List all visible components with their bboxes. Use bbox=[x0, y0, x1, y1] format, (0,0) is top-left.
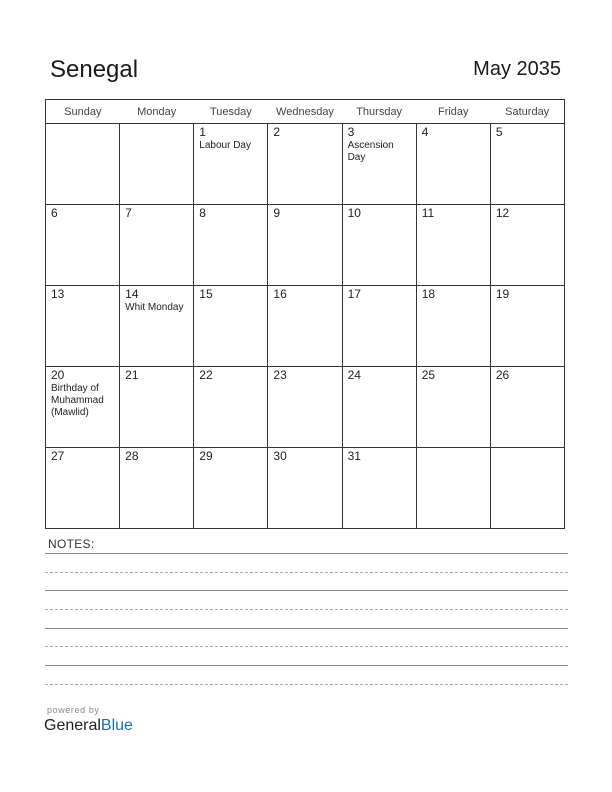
day-number: 10 bbox=[347, 206, 361, 220]
day-number: 24 bbox=[347, 368, 361, 382]
generalblue-logo bbox=[44, 717, 133, 735]
day-number: 6 bbox=[51, 206, 58, 220]
calendar-day-cell bbox=[416, 205, 490, 286]
calendar-day-cell bbox=[194, 124, 268, 205]
holiday-label: Ascension Day bbox=[347, 140, 394, 163]
weekday-saturday: Saturday bbox=[490, 100, 564, 124]
day-number: 14 bbox=[125, 287, 139, 301]
notes-label: NOTES: bbox=[48, 537, 95, 551]
day-number: 12 bbox=[495, 206, 510, 220]
day-number: 30 bbox=[273, 449, 287, 463]
calendar-day-cell bbox=[490, 205, 564, 286]
calendar-day-cell bbox=[194, 367, 268, 448]
calendar-day-cell bbox=[46, 286, 120, 367]
day-number: 9 bbox=[273, 206, 281, 220]
holiday-label: Birthday of Muhammad (Mawlid) bbox=[51, 383, 104, 418]
day-number: 1 bbox=[199, 125, 206, 139]
day-number: 29 bbox=[199, 449, 213, 463]
calendar-day-cell bbox=[268, 205, 342, 286]
day-number: 20 bbox=[51, 368, 65, 382]
holiday-label: Labour Day bbox=[199, 140, 251, 151]
brand-blue: Blue bbox=[100, 717, 133, 734]
weekday-thursday: Thursday bbox=[342, 100, 416, 124]
weekday-header-row bbox=[46, 100, 565, 124]
day-number: 18 bbox=[421, 287, 436, 301]
calendar-day-cell bbox=[416, 286, 490, 367]
notes-line bbox=[45, 684, 568, 685]
calendar-day-cell bbox=[416, 124, 490, 205]
weekday-sunday: Sunday bbox=[46, 100, 120, 124]
weekday-monday: Monday bbox=[120, 100, 194, 124]
calendar-day-cell bbox=[120, 286, 194, 367]
calendar-day-cell bbox=[268, 448, 342, 529]
calendar-day-cell bbox=[342, 205, 416, 286]
calendar-day-cell bbox=[194, 448, 268, 529]
calendar-day-cell bbox=[342, 448, 416, 529]
calendar-day-cell bbox=[120, 124, 194, 205]
calendar-day-cell bbox=[46, 205, 120, 286]
calendar-day-cell bbox=[46, 124, 120, 205]
calendar-day-cell bbox=[120, 205, 194, 286]
calendar-day-cell bbox=[194, 205, 268, 286]
day-number: 17 bbox=[347, 287, 361, 301]
day-number: 2 bbox=[273, 125, 281, 139]
day-number: 22 bbox=[199, 368, 213, 382]
calendar-week-row bbox=[46, 367, 565, 448]
weekday-tuesday: Tuesday bbox=[194, 100, 268, 124]
calendar-day-cell bbox=[416, 448, 490, 529]
calendar-day-cell bbox=[342, 286, 416, 367]
day-number: 3 bbox=[347, 125, 355, 139]
month-year-title: May 2035 bbox=[473, 58, 561, 80]
calendar-week-row bbox=[46, 205, 565, 286]
day-number: 25 bbox=[421, 368, 436, 382]
calendar-day-cell bbox=[120, 448, 194, 529]
calendar-day-cell bbox=[46, 448, 120, 529]
calendar-day-cell bbox=[490, 124, 564, 205]
calendar-grid bbox=[45, 99, 565, 529]
day-number: 11 bbox=[421, 206, 435, 220]
calendar-week-row bbox=[46, 286, 565, 367]
calendar-day-cell bbox=[120, 367, 194, 448]
calendar-day-cell bbox=[342, 124, 416, 205]
day-number: 7 bbox=[125, 206, 132, 220]
calendar-day-cell bbox=[490, 448, 564, 529]
day-number: 4 bbox=[421, 125, 429, 139]
country-title: Senegal bbox=[50, 56, 139, 83]
day-number: 13 bbox=[51, 287, 65, 301]
notes-line bbox=[45, 590, 568, 591]
day-number: 5 bbox=[495, 125, 503, 139]
notes-line bbox=[45, 665, 568, 666]
day-number: 19 bbox=[495, 287, 510, 301]
calendar-day-cell bbox=[194, 286, 268, 367]
day-number: 27 bbox=[51, 449, 65, 463]
day-number: 31 bbox=[347, 449, 361, 463]
notes-line bbox=[45, 609, 568, 610]
day-number: 28 bbox=[125, 449, 139, 463]
weekday-friday: Friday bbox=[416, 100, 490, 124]
day-number: 21 bbox=[125, 368, 139, 382]
notes-line bbox=[45, 628, 568, 629]
calendar-day-cell bbox=[46, 367, 120, 448]
day-number: 8 bbox=[199, 206, 206, 220]
notes-line bbox=[45, 553, 568, 554]
day-number: 15 bbox=[199, 287, 213, 301]
powered-by-text: powered by bbox=[47, 705, 100, 715]
holiday-label: Whit Monday bbox=[125, 302, 184, 313]
calendar-day-cell bbox=[342, 367, 416, 448]
notes-line bbox=[45, 572, 568, 573]
calendar-week-row bbox=[46, 448, 565, 529]
day-number: 23 bbox=[273, 368, 287, 382]
notes-line bbox=[45, 646, 568, 647]
calendar-day-cell bbox=[268, 124, 342, 205]
calendar-day-cell bbox=[490, 286, 564, 367]
calendar-week-row bbox=[46, 124, 565, 205]
brand-general: General bbox=[44, 717, 101, 734]
day-number: 26 bbox=[495, 368, 510, 382]
weekday-wednesday: Wednesday bbox=[268, 100, 342, 124]
day-number: 16 bbox=[273, 287, 287, 301]
calendar-day-cell bbox=[268, 367, 342, 448]
calendar-day-cell bbox=[416, 367, 490, 448]
calendar-day-cell bbox=[268, 286, 342, 367]
calendar-day-cell bbox=[490, 367, 564, 448]
